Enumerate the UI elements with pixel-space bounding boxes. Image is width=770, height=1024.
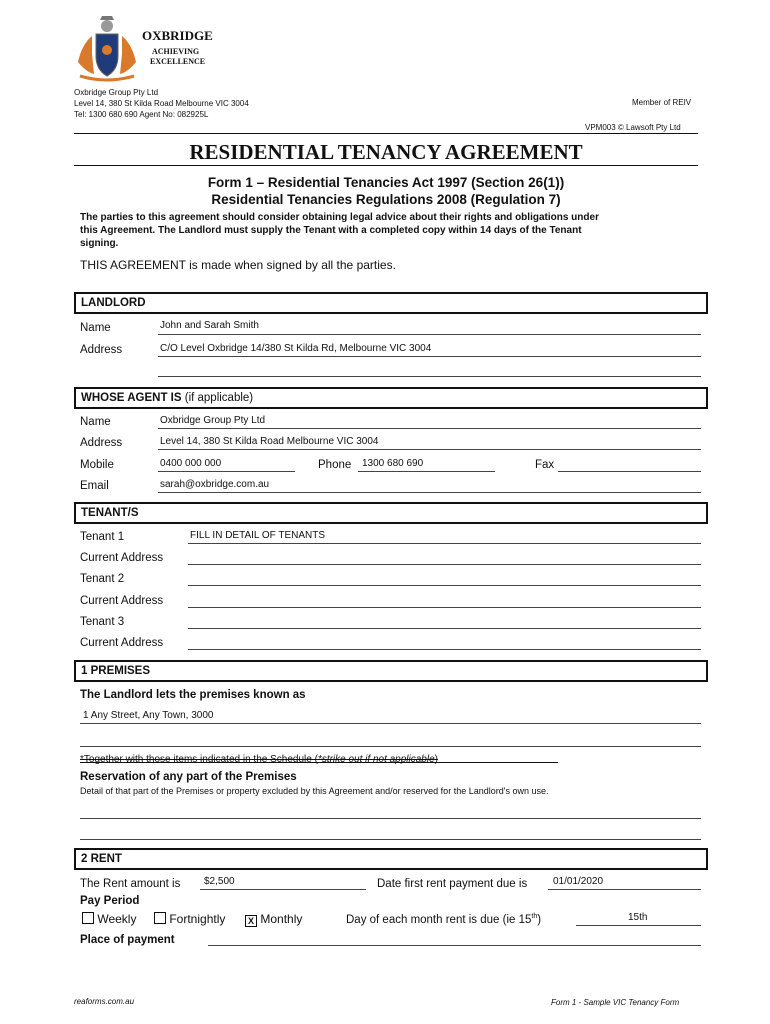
tenants-heading: TENANT/S: [81, 507, 139, 519]
rent-amount-value: $2,500: [204, 876, 235, 887]
agent-mobile-value: 0400 000 000: [160, 458, 222, 469]
rent-heading: 2 RENT: [81, 853, 122, 865]
form-code: VPM003 © Lawsoft Pty Ltd: [585, 123, 681, 132]
agent-section-header: [74, 387, 708, 409]
notice-line-2: this Agreement. The Landlord must supply the Tenant with a completed copy within 14 days of the Tenant: [80, 225, 582, 236]
tenant3-label: Tenant 3: [80, 616, 125, 628]
rent-section-header: [74, 848, 708, 870]
agent-email-value: sarah@oxbridge.com.au: [160, 479, 270, 490]
subtitle-2: Residential Tenancies Regulations 2008 (Regulation 7): [211, 192, 561, 207]
landlord-address-label: Address: [80, 344, 123, 356]
landlord-name-field[interactable]: [158, 334, 701, 335]
tenant3-address-field[interactable]: [188, 649, 701, 650]
first-payment-field[interactable]: [548, 889, 701, 890]
landlord-name-value: John and Sarah Smith: [160, 320, 259, 331]
rent-due-day-value: 15th: [628, 912, 648, 923]
title-underline: [74, 165, 698, 166]
reservation-detail: Detail of that part of the Premises or property excluded by this Agreement and/or reserved for the Landlord's own use.: [80, 786, 549, 796]
landlord-section-header: [74, 292, 708, 314]
landlord-address-value: C/O Level Oxbridge 14/380 St Kilda Rd, Melbourne VIC 3004: [160, 343, 432, 354]
agent-address-field[interactable]: [158, 449, 701, 450]
tenant1-address-label: Current Address: [80, 552, 164, 564]
agent-name-value: Oxbridge Group Pty Ltd: [160, 415, 266, 426]
tenant2-field[interactable]: [188, 585, 701, 586]
agent-name-field[interactable]: [158, 428, 701, 429]
notice-line-1: The parties to this agreement should consider obtaining legal advice about their rights and obligations under: [80, 212, 599, 223]
oxbridge-logo: [72, 14, 222, 86]
place-of-payment-field[interactable]: [208, 945, 701, 946]
tenant1-field[interactable]: [188, 543, 701, 544]
agent-mobile-field[interactable]: [158, 471, 295, 472]
monthly-checkbox[interactable]: X: [245, 915, 257, 927]
notice-line-3: signing.: [80, 238, 119, 249]
reservation-field-2[interactable]: [80, 839, 701, 840]
tenant2-address-label: Current Address: [80, 595, 164, 607]
agent-name-label: Name: [80, 416, 111, 428]
tenant1-value: FILL IN DETAIL OF TENANTS: [190, 530, 326, 541]
tenant3-field[interactable]: [188, 628, 701, 629]
agent-phone-field[interactable]: [358, 471, 495, 472]
premises-address-field[interactable]: [80, 723, 701, 724]
monthly-label: Monthly: [260, 912, 303, 926]
header-divider: [74, 133, 698, 134]
pay-period-label: Pay Period: [80, 895, 140, 907]
strike-through-line: [80, 762, 558, 763]
logo-name: OXBRIDGE: [142, 28, 213, 43]
agent-address-label: Address: [80, 437, 123, 449]
premises-heading: 1 PREMISES: [81, 665, 151, 677]
place-of-payment-label: Place of payment: [80, 934, 175, 946]
agent-email-field[interactable]: [158, 492, 701, 493]
rent-amount-field[interactable]: [200, 889, 366, 890]
tenant2-label: Tenant 2: [80, 573, 125, 585]
tenants-section-header: [74, 502, 708, 524]
premises-lets-label: The Landlord lets the premises known as: [80, 689, 306, 701]
monthly-option[interactable]: [245, 912, 302, 927]
page-title: RESIDENTIAL TENANCY AGREEMENT: [189, 140, 583, 164]
agency-member: Member of REIV: [632, 98, 692, 107]
agency-company: Oxbridge Group Pty Ltd: [74, 88, 159, 97]
agent-mobile-label: Mobile: [80, 459, 114, 471]
rent-due-day-label: Day of each month rent is due (ie 15th): [346, 913, 542, 926]
weekly-checkbox[interactable]: [82, 912, 94, 924]
crest-icon: [72, 14, 142, 84]
subtitle-1: Form 1 – Residential Tenancies Act 1997 (Section 26(1)): [207, 175, 565, 190]
agent-heading: WHOSE AGENT IS (if applicable): [81, 392, 254, 404]
premises-section-header: [74, 660, 708, 682]
tenant1-address-field[interactable]: [188, 564, 701, 565]
tenant1-label: Tenant 1: [80, 531, 125, 543]
agreement-intro: THIS AGREEMENT is made when signed by all the parties.: [80, 258, 396, 272]
agent-fax-label: Fax: [535, 459, 555, 471]
fortnightly-label: Fortnightly: [169, 912, 226, 926]
fortnightly-option[interactable]: [154, 912, 225, 926]
agent-address-value: Level 14, 380 St Kilda Road Melbourne VIC 3004: [160, 436, 379, 447]
footer-right: Form 1 - Sample VIC Tenancy Form: [551, 998, 680, 1007]
agent-phone-label: Phone: [318, 459, 352, 471]
agent-phone-value: 1300 680 690: [362, 458, 424, 469]
first-payment-label: Date first rent payment due is: [377, 878, 528, 890]
first-payment-value: 01/01/2020: [553, 876, 604, 887]
landlord-address-field-2[interactable]: [158, 376, 701, 377]
schedule-struck-text: *Together with those items indicated in the Schedule (*strike out if not applicable): [80, 754, 438, 765]
logo-tagline-2: EXCELLENCE: [150, 57, 206, 66]
weekly-option[interactable]: [82, 912, 136, 926]
footer-left: reaforms.com.au: [74, 997, 135, 1006]
agency-tel: Tel: 1300 680 690 Agent No: 082925L: [74, 110, 209, 119]
rent-due-day-field[interactable]: [576, 925, 701, 926]
logo-tagline-1: ACHIEVING: [152, 47, 200, 56]
agent-email-label: Email: [80, 480, 109, 492]
landlord-name-label: Name: [80, 322, 111, 334]
fortnightly-checkbox[interactable]: [154, 912, 166, 924]
premises-address-field-2[interactable]: [80, 746, 701, 747]
reservation-field[interactable]: [80, 818, 701, 819]
landlord-address-field[interactable]: [158, 356, 701, 357]
tenant2-address-field[interactable]: [188, 607, 701, 608]
premises-address-value: 1 Any Street, Any Town, 3000: [83, 710, 214, 721]
tenant3-address-label: Current Address: [80, 637, 164, 649]
rent-amount-label: The Rent amount is: [80, 878, 181, 890]
agency-address: Level 14, 380 St Kilda Road Melbourne VIC 3004: [74, 99, 249, 108]
reservation-heading: Reservation of any part of the Premises: [80, 771, 297, 783]
weekly-label: Weekly: [97, 912, 137, 926]
agent-fax-field[interactable]: [558, 471, 701, 472]
landlord-heading: LANDLORD: [81, 297, 146, 309]
